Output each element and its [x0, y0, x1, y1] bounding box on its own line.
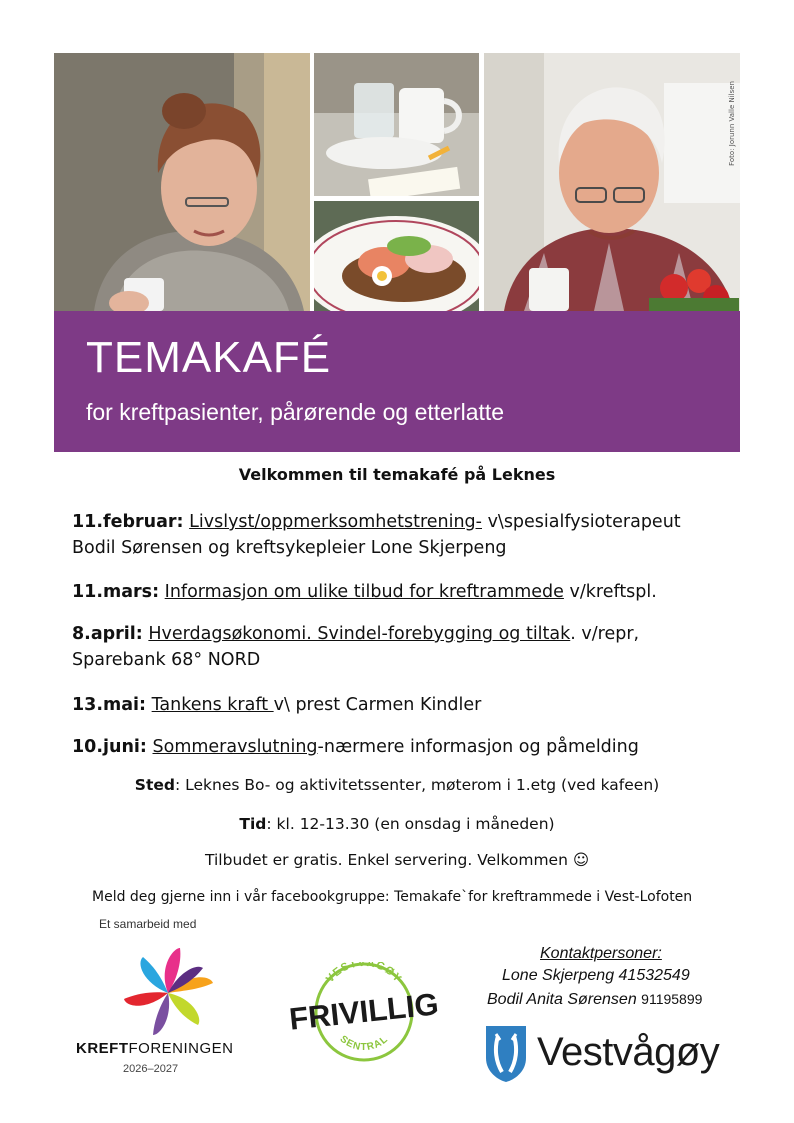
photo-woman — [54, 53, 310, 311]
event-topic: Livslyst/oppmerksomhetstrening- — [189, 512, 482, 532]
flower-icon — [58, 935, 253, 1040]
svg-text:VESTVÅGØY — [324, 962, 404, 985]
offer-line: Tilbudet er gratis. Enkel servering. Velkommen ☺ — [205, 851, 589, 869]
event-date: 11.februar: — [72, 512, 184, 532]
event-rest: v\spesialfysioterapeut — [482, 512, 681, 532]
photo-collage — [54, 53, 740, 311]
time-line — [0, 815, 794, 833]
svg-text:SENTRAL — [338, 1034, 391, 1053]
event-date: 8.april: — [72, 624, 143, 644]
kf-years: 2026–2027 — [123, 1063, 179, 1075]
event-rest: v\ prest Carmen Kindler — [273, 695, 482, 715]
kreftforeningen-wordmark — [76, 1040, 234, 1057]
title-banner — [54, 311, 740, 452]
event-date: 13.mai: — [72, 695, 147, 715]
place-line — [0, 776, 794, 794]
contact-heading: Kontaktpersoner: — [540, 945, 662, 962]
event-rest: -nærmere informasjon og påmelding — [317, 737, 639, 757]
contact-line-2 — [487, 988, 702, 1011]
place-label: Sted — [134, 776, 175, 794]
kf-part2: FORENINGEN — [128, 1040, 234, 1057]
photo-man — [484, 53, 740, 311]
event-item — [72, 734, 752, 760]
contact-phone-2: 91195899 — [641, 991, 703, 1007]
event-rest: . v/repr, — [570, 624, 640, 644]
frivillig-main: FRIVILLIG — [287, 986, 441, 1037]
time-text: : kl. 12-13.30 (en onsdag i måneden) — [266, 815, 555, 833]
event-topic: Informasjon om ulike tilbud for kreftrammede — [164, 582, 564, 602]
kf-part1: KREFT — [76, 1040, 129, 1057]
event-item — [72, 509, 752, 561]
frivillig-bottom: SENTRAL — [337, 1033, 391, 1053]
event-line2: Sparebank 68° NORD — [72, 650, 261, 670]
banner-subtitle: for kreftpasienter, pårørende og etterlatte — [86, 399, 505, 425]
event-item — [72, 621, 752, 673]
event-line2: Bodil Sørensen og kreftsykepleier Lone Skjerpeng — [72, 538, 507, 558]
time-label: Tid — [239, 815, 267, 833]
photo-sandwich — [314, 201, 479, 311]
event-date: 11.mars: — [72, 582, 160, 602]
event-topic: Tankens kraft — [151, 695, 274, 715]
welcome-heading: Velkommen til temakafé på Leknes — [238, 465, 556, 484]
photo-coffee — [314, 53, 479, 196]
contact-line-1: Lone Skjerpeng 41532549 — [502, 967, 690, 984]
event-topic: Sommeravslutning — [152, 737, 318, 757]
coat-of-arms-icon — [484, 1024, 528, 1084]
frivillig-top: VESTVÅGØY — [323, 962, 405, 986]
event-item — [72, 579, 752, 605]
municipality-name: Vestvågøy — [537, 1030, 720, 1074]
facebook-note: Meld deg gjerne inn i vår facebookgruppe: Temakafe`for kreftrammede i Vest-Lofoten — [92, 889, 693, 905]
event-topic: Hverdagsøkonomi. Svindel-forebygging og tiltak — [148, 624, 571, 644]
photo-credit: Foto: Jorunn Valle Nilsen — [728, 81, 736, 166]
place-text: : Leknes Bo- og aktivitetssenter, møterom i 1.etg (ved kafeen) — [174, 776, 660, 794]
collab-label: Et samarbeid med — [99, 917, 197, 931]
banner-title: TEMAKAFÉ — [86, 333, 332, 382]
event-rest: v/kreftspl. — [563, 582, 657, 602]
contact-name-2: Bodil Anita Sørensen — [487, 991, 642, 1008]
event-date: 10.juni: — [72, 737, 147, 757]
event-item — [72, 692, 752, 718]
frivillig-sentral-logo — [278, 962, 450, 1062]
